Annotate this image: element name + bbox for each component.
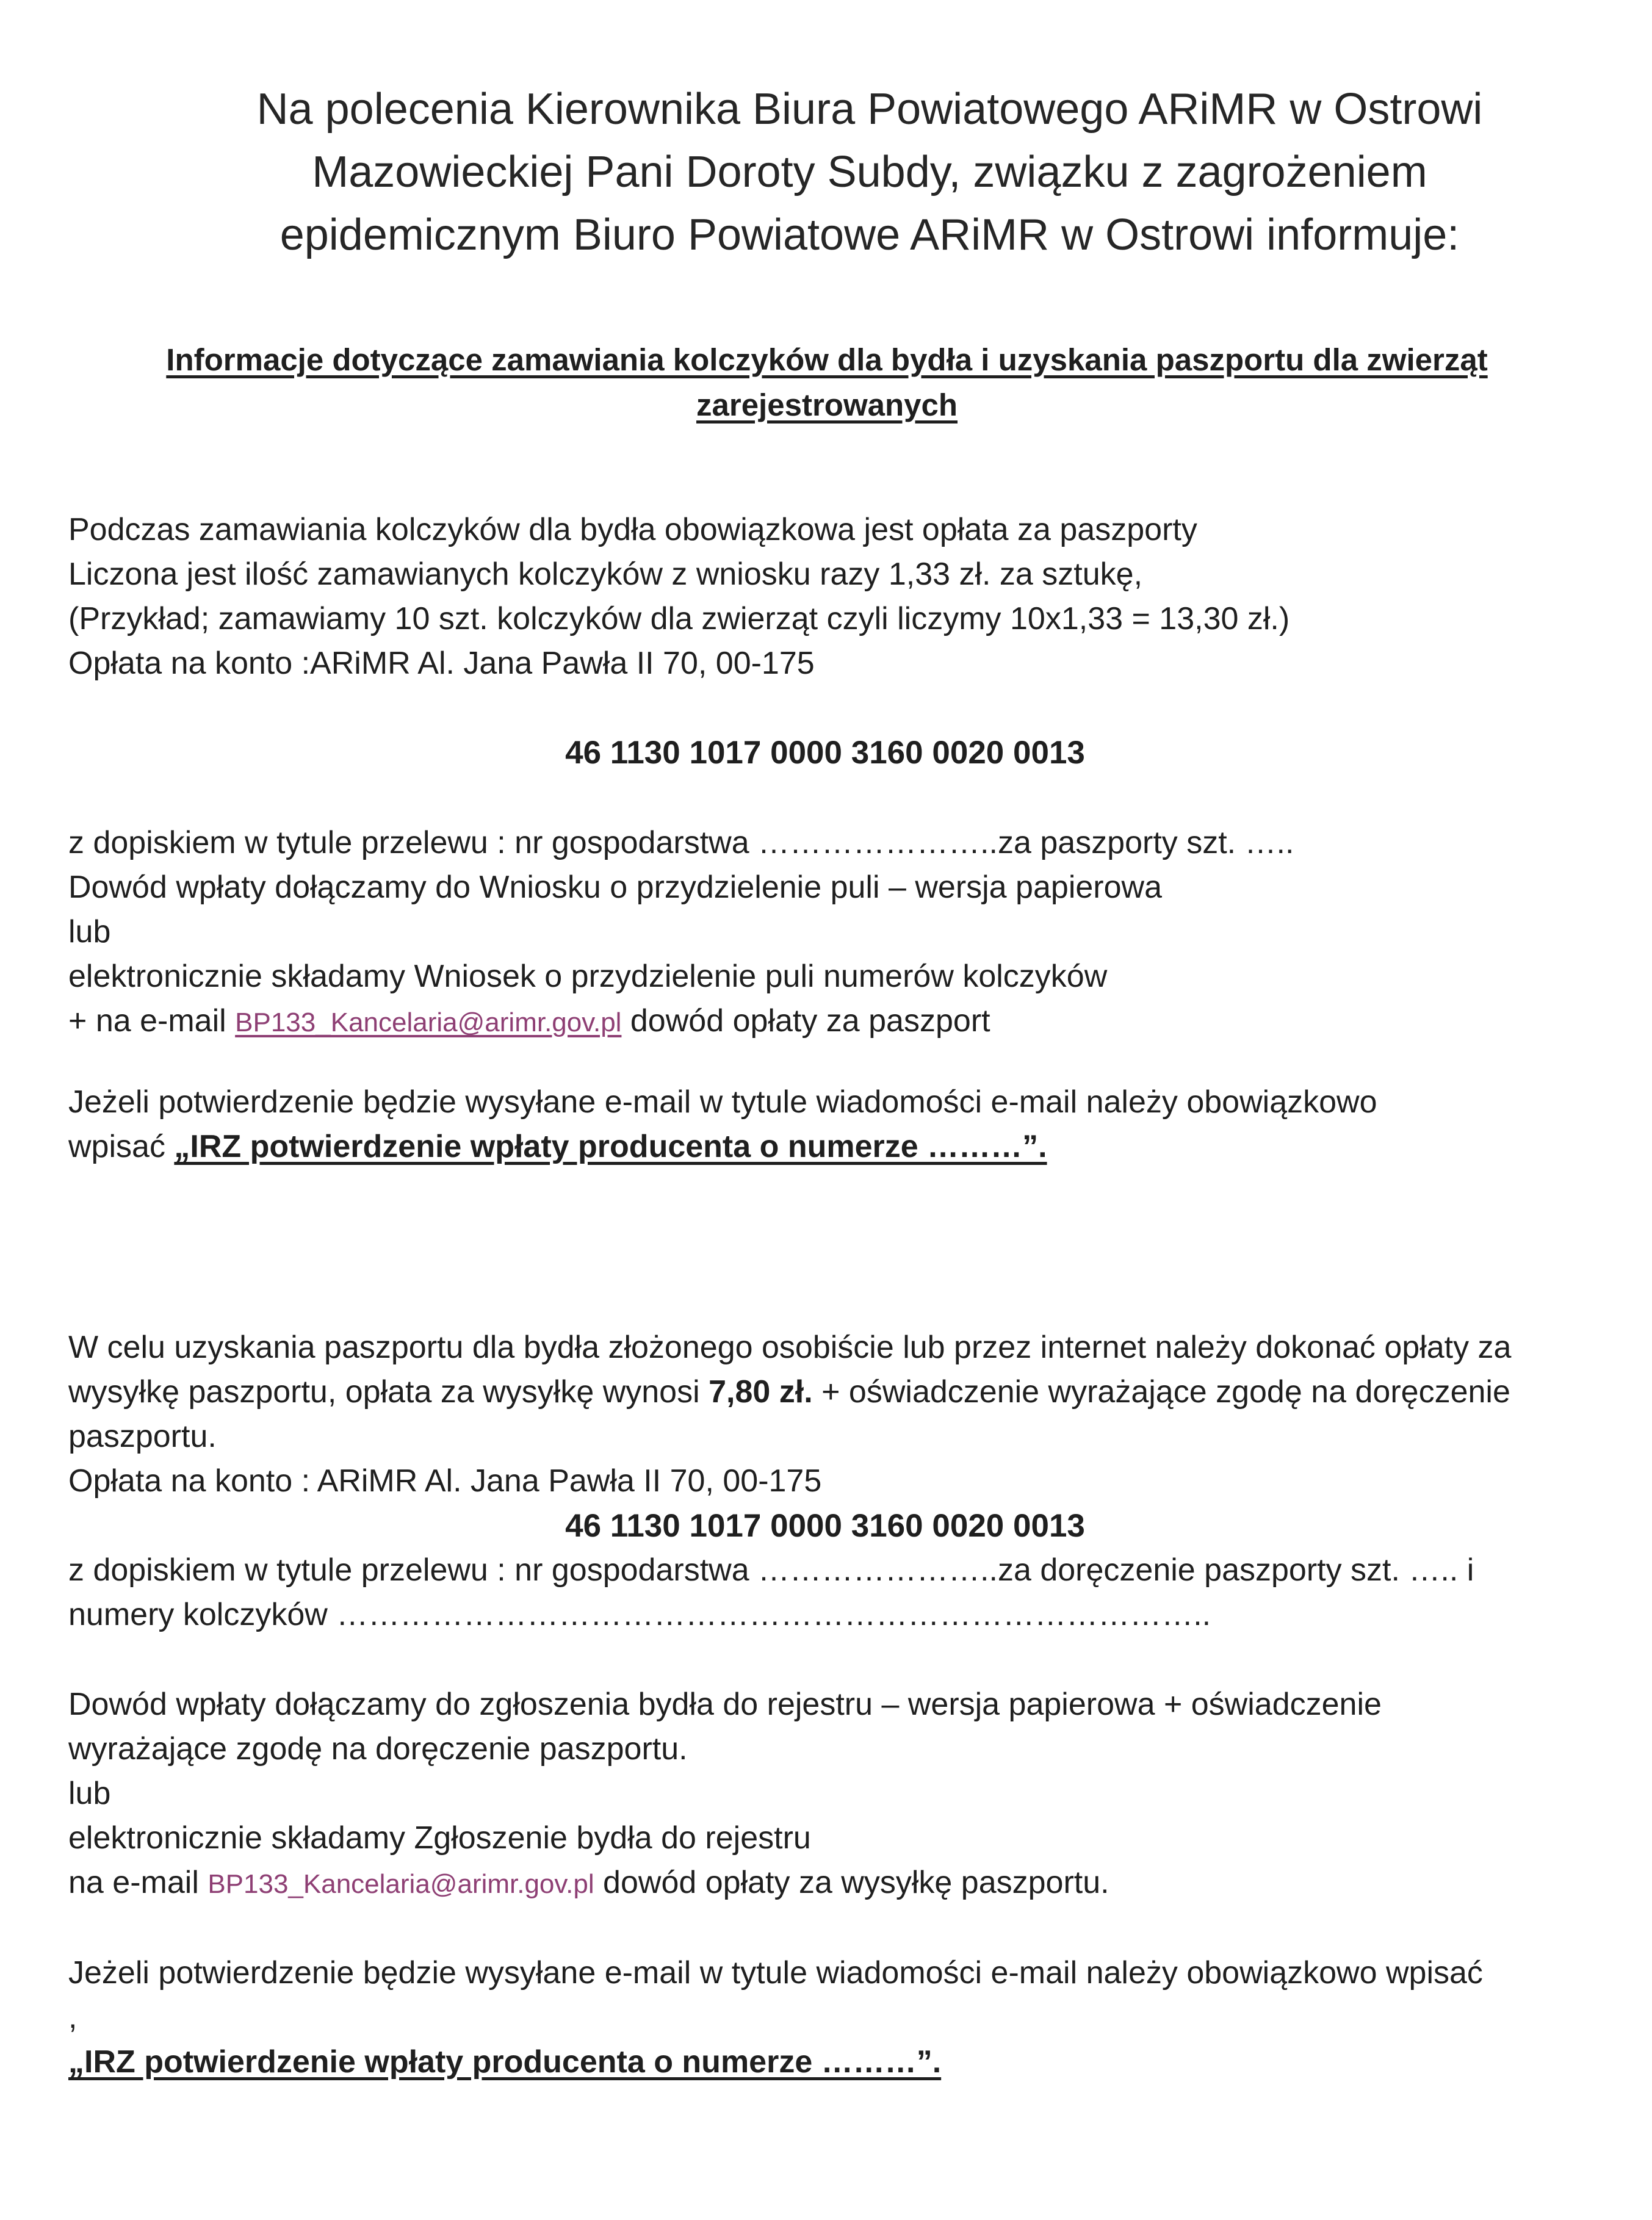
- section1-line-2: Liczona jest ilość zamawianych kolczyków z wniosku razy 1,33 zł. za sztukę,: [68, 557, 1143, 592]
- section2-line-7: Dowód wpłaty dołączamy do zgłoszenia bydła do rejestru – wersja papierowa + oświadczenie: [68, 1687, 1382, 1722]
- section2-line-10: elektronicznie składamy Zgłoszenie bydła do rejestru: [68, 1820, 811, 1856]
- section2-fee-prefix: wysyłkę paszportu, opłata za wysyłkę wynosi: [68, 1374, 709, 1410]
- section2-line-1: W celu uzyskania paszportu dla bydła złożonego osobiście lub przez internet należy dokonać opłaty za: [68, 1330, 1512, 1365]
- section2-fee-suffix: + oświadczenie wyrażające zgodę na doręczenie: [812, 1374, 1510, 1410]
- section2-line-12: Jeżeli potwierdzenie będzie wysyłane e-mail w tytule wiadomości e-mail należy obowiązkowo wpisać: [68, 1955, 1483, 1991]
- section1-line-9: [68, 999, 1606, 1045]
- section1-email-link[interactable]: BP133_Kancelaria@arimr.gov.pl: [235, 1007, 622, 1037]
- section2-email-link[interactable]: BP133_Kancelaria@arimr.gov.pl: [207, 1869, 594, 1899]
- section2-line-2: [68, 1370, 1606, 1415]
- document-header: [153, 78, 1587, 267]
- section1-line-4: Opłata na konto :ARiMR Al. Jana Pawła II 70, 00-175: [68, 646, 815, 681]
- section1-line-5: z dopiskiem w tytule przelewu : nr gospodarstwa …………………..za paszporty szt. …..: [68, 825, 1294, 860]
- section1-line-1: Podczas zamawiania kolczyków dla bydła obowiązkowa jest opłata za paszporty: [68, 512, 1197, 547]
- section1-account-number: 46 1130 1017 0000 3160 0020 0013: [565, 735, 1085, 771]
- section2-account-number: 46 1130 1017 0000 3160 0020 0013: [565, 1508, 1085, 1544]
- section2-line-9: lub: [68, 1776, 111, 1811]
- section1-line-7: lub: [68, 914, 111, 950]
- section2-details: [68, 1548, 1606, 1637]
- section2-line-3: paszportu.: [68, 1419, 217, 1454]
- section2-line-4: Opłata na konto : ARiMR Al. Jana Pawła II 70, 00-175: [68, 1463, 822, 1499]
- header-line-1: Na polecenia Kierownika Biura Powiatowego ARiMR w Ostrowi: [256, 85, 1483, 134]
- section2-fee-amount: 7,80 zł.: [709, 1374, 813, 1410]
- section1-line-3: (Przykład; zamawiamy 10 szt. kolczyków dla zwierząt czyli liczymy 10x1,33 = 13,30 zł.): [68, 601, 1290, 636]
- section2-submission: [68, 1682, 1606, 1906]
- section1-line-8: elektronicznie składamy Wniosek o przydzielenie puli numerów kolczyków: [68, 959, 1108, 994]
- section2-line-5: z dopiskiem w tytule przelewu : nr gospodarstwa …………………..za doręczenie paszporty szt. ….. i: [68, 1552, 1474, 1588]
- section-heading-line-1: Informacje dotyczące zamawiania kolczyków dla bydła i uzyskania paszportu dla zwierząt: [166, 342, 1488, 377]
- section1-confirm-title: „IRZ potwierdzenie wpłaty producenta o numerze ………”.: [174, 1129, 1047, 1164]
- header-line-2: Mazowieckiej Pani Doroty Subdy, związku z zagrożeniem: [312, 148, 1427, 196]
- section2-line-11: [68, 1861, 1606, 1906]
- section2-line-14: „IRZ potwierdzenie wpłaty producenta o numerze ………”.: [68, 2044, 942, 2080]
- header-line-3: epidemicznym Biuro Powiatowe ARiMR w Ostrowi informuje:: [280, 211, 1460, 259]
- section1-email-suffix: dowód opłaty za paszport: [621, 1003, 990, 1039]
- section1-email-prefix: + na e-mail: [68, 1003, 236, 1039]
- section1-confirm-prefix: wpisać: [68, 1129, 175, 1164]
- section2-line-6: numery kolczyków ………………………………………………………………………..: [68, 1597, 1211, 1632]
- section2-email-suffix: dowód opłaty za wysyłkę paszportu.: [594, 1865, 1109, 1900]
- section1-confirmation: [68, 1080, 1606, 1169]
- section2-confirmation: [68, 1951, 1606, 2085]
- section1-line-10: Jeżeli potwierdzenie będzie wysyłane e-mail w tytule wiadomości e-mail należy obowiązkowo: [68, 1084, 1377, 1120]
- section-heading: [85, 337, 1568, 428]
- section1-line-6: Dowód wpłaty dołączamy do Wniosku o przydzielenie puli – wersja papierowa: [68, 870, 1162, 905]
- section1-line-11: [68, 1125, 1606, 1169]
- section1-intro: [68, 508, 1606, 686]
- section1-details: [68, 821, 1606, 1045]
- section2-line-13: ,: [68, 2000, 78, 2035]
- section2-email-prefix: na e-mail: [68, 1865, 208, 1900]
- section2-intro: [68, 1325, 1606, 1504]
- section-heading-line-2: zarejestrowanych: [696, 387, 958, 422]
- section2-line-8: wyrażające zgodę na doręczenie paszportu.: [68, 1731, 688, 1767]
